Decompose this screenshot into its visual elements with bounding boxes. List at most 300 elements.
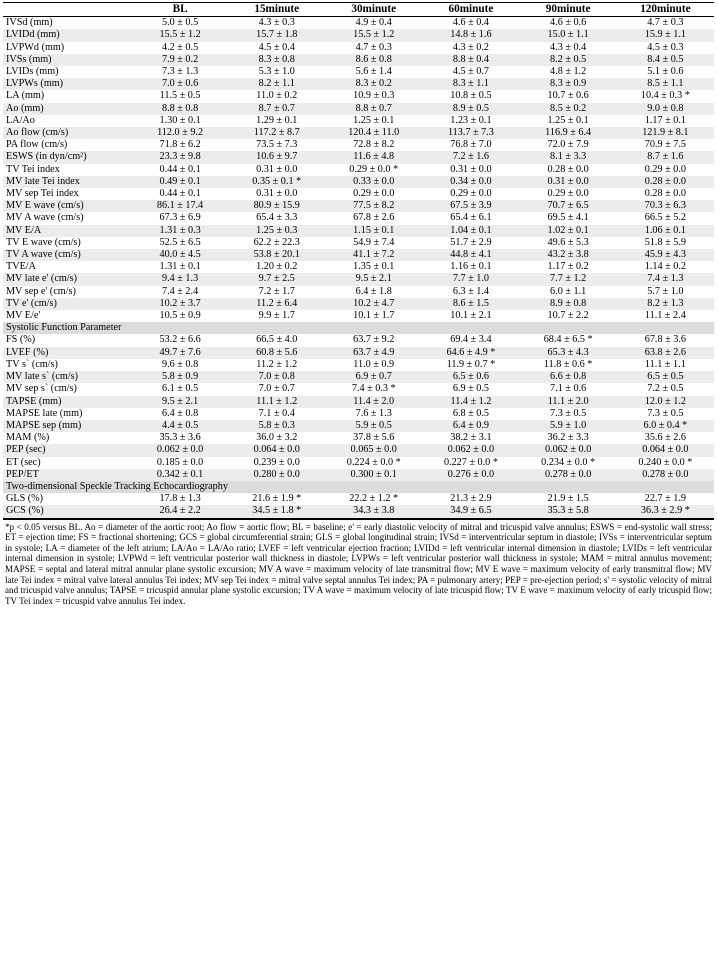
column-header-60minute: 60minute: [422, 3, 519, 17]
table-row: [3, 286, 714, 298]
cell-value: 9.6 ± 0.8: [162, 358, 199, 370]
row-label: MV sep e' (cm/s): [6, 285, 76, 297]
table-row: [3, 457, 714, 469]
row-label: LVIDd (mm): [3, 29, 132, 41]
cell-value: 9.0 ± 0.8: [617, 103, 714, 115]
cell-value: 6.6 ± 0.8: [520, 371, 617, 383]
table-section-row: [3, 322, 714, 334]
cell-value: 11.2 ± 1.2: [256, 358, 298, 370]
cell-value: 7.2 ± 1.6: [422, 151, 519, 163]
cell-value: 11.6 ± 4.8: [325, 151, 422, 163]
cell-value: 7.0 ± 0.7: [258, 383, 295, 395]
cell-value: 5.8 ± 0.3: [228, 420, 325, 432]
cell-value: 5.1 ± 0.6: [647, 66, 684, 78]
cell-value: 65.4 ± 3.3: [256, 212, 298, 224]
cell-value: 62.2 ± 22.3: [253, 236, 300, 248]
cell-value: 36.2 ± 3.3: [547, 432, 589, 444]
cell-value: 66.5 ± 4.0: [256, 334, 298, 346]
cell-value: 0.29 ± 0.0 *: [349, 163, 399, 175]
cell-value: 11.9 ± 0.7 *: [446, 358, 496, 370]
cell-value: 35.6 ± 2.6: [644, 432, 686, 444]
cell-value: 0.062 ± 0.0: [520, 444, 617, 456]
cell-value: 49.7 ± 7.6: [132, 347, 229, 359]
table-row: [3, 212, 714, 224]
cell-value: 36.3 ± 2.9 *: [617, 505, 714, 518]
cell-value: 7.1 ± 0.4: [258, 407, 295, 419]
cell-value: 0.062 ± 0.0: [422, 444, 519, 456]
cell-value: 34.5 ± 1.8 *: [228, 505, 325, 518]
cell-value: 41.1 ± 7.2: [325, 249, 422, 261]
row-label: MAM (%): [6, 432, 50, 444]
cell-value: 0.065 ± 0.0: [325, 444, 422, 456]
cell-value: 1.29 ± 0.1: [256, 114, 298, 126]
cell-value: 51.7 ± 2.9: [450, 236, 492, 248]
cell-value: 1.25 ± 0.1: [547, 114, 589, 126]
cell-value: 15.9 ± 1.1: [617, 29, 714, 41]
echocardiography-data-table: [3, 2, 714, 519]
cell-value: 70.7 ± 6.5: [520, 200, 617, 212]
cell-value: 5.9 ± 0.5: [325, 420, 422, 432]
cell-value: 63.7 ± 4.9: [325, 347, 422, 359]
table-row: [3, 261, 714, 273]
cell-value: 67.8 ± 2.6: [353, 212, 395, 224]
cell-value: 4.5 ± 0.3: [647, 41, 684, 53]
table-row: [3, 115, 714, 127]
cell-value: 120.4 ± 11.0: [325, 127, 422, 139]
table-row: [3, 249, 714, 261]
cell-value: 8.3 ± 0.2: [325, 78, 422, 90]
cell-value: 4.6 ± 0.6: [550, 17, 587, 29]
cell-value: 9.5 ± 2.1: [325, 273, 422, 285]
table-section-row: [3, 481, 714, 493]
cell-value: 8.7 ± 1.6: [617, 151, 714, 163]
column-header-30minute: 30minute: [325, 3, 422, 17]
cell-value: 68.4 ± 6.5 *: [543, 334, 593, 346]
cell-value: 49.6 ± 5.3: [547, 236, 589, 248]
cell-value: 63.8 ± 2.6: [617, 347, 714, 359]
cell-value: 0.185 ± 0.0: [156, 456, 204, 468]
table-row: [3, 334, 714, 346]
cell-value: 12.0 ± 1.2: [617, 396, 714, 408]
cell-value: 0.342 ± 0.1: [132, 469, 229, 481]
cell-value: 1.25 ± 0.3: [228, 225, 325, 237]
table-row: [3, 298, 714, 310]
cell-value: 4.3 ± 0.3: [258, 17, 295, 29]
cell-value: 1.30 ± 0.1: [159, 114, 201, 126]
row-label: TVE/A: [6, 261, 36, 273]
row-label: MV sep Tei index: [6, 188, 79, 200]
cell-value: 52.5 ± 6.5: [159, 236, 201, 248]
cell-value: 0.44 ± 0.1: [159, 188, 201, 200]
cell-value: 9.9 ± 1.7: [258, 310, 295, 322]
cell-value: 8.6 ± 1.5: [422, 298, 519, 310]
cell-value: 0.280 ± 0.0: [228, 469, 325, 481]
table-row: [3, 237, 714, 249]
table-row: [3, 444, 714, 456]
table-row: [3, 359, 714, 371]
cell-value: 70.9 ± 7.5: [644, 139, 686, 151]
table-header-row: [3, 3, 714, 17]
row-label: IVSs (mm): [3, 54, 132, 66]
cell-value: 1.17 ± 0.1: [644, 114, 686, 126]
cell-value: 11.5 ± 0.5: [159, 90, 201, 102]
table-row: [3, 151, 714, 163]
row-label: MAPSE sep (mm): [3, 420, 132, 432]
cell-value: 6.8 ± 0.5: [452, 407, 489, 419]
cell-value: 45.9 ± 4.3: [617, 249, 714, 261]
cell-value: 7.1 ± 0.6: [550, 383, 587, 395]
row-label: TV A wave (cm/s): [3, 249, 132, 261]
cell-value: 7.0 ± 0.8: [228, 371, 325, 383]
cell-value: 0.234 ± 0.0 *: [541, 456, 596, 468]
table-row: [3, 139, 714, 151]
table-row: [3, 310, 714, 322]
cell-value: 67.5 ± 3.9: [422, 200, 519, 212]
cell-value: 0.29 ± 0.0: [644, 163, 686, 175]
cell-value: 7.4 ± 2.4: [162, 285, 199, 297]
cell-value: 7.3 ± 1.3: [162, 66, 199, 78]
cell-value: 4.7 ± 0.3: [647, 17, 684, 29]
cell-value: 5.3 ± 1.0: [258, 66, 295, 78]
row-label: Ao (mm): [3, 103, 132, 115]
cell-value: 11.1 ± 1.2: [228, 396, 325, 408]
cell-value: 10.7 ± 0.6: [547, 90, 589, 102]
table-row: [3, 347, 714, 359]
table-row: [3, 396, 714, 408]
cell-value: 11.2 ± 6.4: [228, 298, 325, 310]
cell-value: 53.2 ± 6.6: [159, 334, 201, 346]
cell-value: 26.4 ± 2.2: [132, 505, 229, 518]
cell-value: 1.14 ± 0.2: [644, 261, 686, 273]
cell-value: 8.2 ± 0.5: [520, 54, 617, 66]
cell-value: 36.0 ± 3.2: [256, 432, 298, 444]
cell-value: 35.3 ± 5.8: [520, 505, 617, 518]
cell-value: 6.9 ± 0.5: [452, 383, 489, 395]
table-row: [3, 103, 714, 115]
cell-value: 8.7 ± 0.7: [228, 103, 325, 115]
cell-value: 4.3 ± 0.4: [550, 41, 587, 53]
row-label: TV e' (cm/s): [3, 298, 132, 310]
cell-value: 11.1 ± 1.1: [644, 358, 686, 370]
cell-value: 21.9 ± 1.5: [547, 493, 589, 505]
cell-value: 10.4 ± 0.3 *: [640, 90, 690, 102]
table-row: [3, 188, 714, 200]
row-label: TV Tei index: [6, 163, 60, 175]
cell-value: 15.7 ± 1.8: [228, 29, 325, 41]
cell-value: 7.9 ± 0.2: [132, 54, 229, 66]
cell-value: 7.4 ± 0.3 *: [351, 383, 396, 395]
cell-value: 0.49 ± 0.1: [132, 176, 229, 188]
row-label: MV late s` (cm/s): [3, 371, 132, 383]
cell-value: 9.5 ± 2.1: [132, 396, 229, 408]
row-label: LVPWs (mm): [3, 78, 132, 90]
cell-value: 8.9 ± 0.5: [422, 103, 519, 115]
cell-value: 6.4 ± 1.8: [355, 285, 392, 297]
row-label: TV E wave (cm/s): [6, 236, 81, 248]
row-label: LVEF (%): [3, 347, 132, 359]
cell-value: 7.7 ± 1.0: [422, 273, 519, 285]
cell-value: 34.3 ± 3.8: [325, 505, 422, 518]
cell-value: 1.06 ± 0.1: [617, 225, 714, 237]
cell-value: 4.9 ± 0.4: [355, 17, 392, 29]
cell-value: 10.2 ± 4.7: [325, 298, 422, 310]
cell-value: 9.7 ± 2.5: [228, 273, 325, 285]
cell-value: 35.3 ± 3.6: [159, 432, 201, 444]
cell-value: 65.3 ± 4.3: [520, 347, 617, 359]
table-row: [3, 493, 714, 505]
cell-value: 44.8 ± 4.1: [422, 249, 519, 261]
table-row: [3, 225, 714, 237]
cell-value: 38.2 ± 3.1: [450, 432, 492, 444]
cell-value: 6.3 ± 1.4: [452, 285, 489, 297]
cell-value: 1.16 ± 0.1: [450, 261, 492, 273]
row-label: GLS (%): [6, 493, 44, 505]
section-title: Two-dimensional Speckle Tracking Echocardiography: [3, 481, 714, 493]
cell-value: 8.3 ± 0.8: [228, 54, 325, 66]
cell-value: 0.278 ± 0.0: [617, 469, 714, 481]
table-row: [3, 408, 714, 420]
cell-value: 51.8 ± 5.9: [644, 236, 686, 248]
table-row: [3, 200, 714, 212]
cell-value: 6.5 ± 0.6: [422, 371, 519, 383]
cell-value: 10.2 ± 3.7: [132, 298, 229, 310]
cell-value: 0.29 ± 0.0: [547, 188, 589, 200]
cell-value: 0.240 ± 0.0 *: [638, 456, 693, 468]
cell-value: 0.300 ± 0.1: [325, 469, 422, 481]
cell-value: 0.278 ± 0.0: [520, 469, 617, 481]
cell-value: 117.2 ± 8.7: [228, 127, 325, 139]
row-label: MV A wave (cm/s): [6, 212, 84, 224]
cell-value: 10.1 ± 2.1: [450, 310, 492, 322]
cell-value: 7.2 ± 0.5: [647, 383, 684, 395]
cell-value: 4.4 ± 0.5: [132, 420, 229, 432]
cell-value: 5.6 ± 1.4: [355, 66, 392, 78]
table-row: [3, 505, 714, 518]
cell-value: 8.3 ± 1.1: [422, 78, 519, 90]
cell-value: 10.6 ± 9.7: [228, 151, 325, 163]
cell-value: 60.8 ± 5.6: [228, 347, 325, 359]
cell-value: 23.3 ± 9.8: [132, 151, 229, 163]
table-body: [3, 17, 714, 518]
row-label: LVIDs (mm): [6, 66, 59, 78]
cell-value: 8.8 ± 0.8: [132, 103, 229, 115]
cell-value: 112.0 ± 9.2: [132, 127, 229, 139]
cell-value: 15.5 ± 1.2: [132, 29, 229, 41]
cell-value: 37.8 ± 5.6: [353, 432, 395, 444]
table-row: [3, 176, 714, 188]
row-label: LVPWd (mm): [6, 41, 65, 53]
cell-value: 7.3 ± 0.5: [647, 407, 684, 419]
cell-value: 1.02 ± 0.1: [520, 225, 617, 237]
cell-value: 1.31 ± 0.3: [132, 225, 229, 237]
cell-value: 64.6 ± 4.9 *: [422, 347, 519, 359]
cell-value: 1.23 ± 0.1: [450, 114, 492, 126]
cell-value: 0.239 ± 0.0: [253, 456, 300, 468]
cell-value: 77.5 ± 8.2: [325, 200, 422, 212]
cell-value: 121.9 ± 8.1: [617, 127, 714, 139]
cell-value: 11.1 ± 2.0: [520, 396, 617, 408]
cell-value: 69.4 ± 3.4: [450, 334, 492, 346]
table-row: [3, 383, 714, 395]
cell-value: 6.0 ± 1.1: [550, 285, 587, 297]
cell-value: 4.8 ± 1.2: [550, 66, 587, 78]
cell-value: 34.9 ± 6.5: [422, 505, 519, 518]
row-label: LA (mm): [6, 90, 45, 102]
cell-value: 7.4 ± 1.3: [617, 273, 714, 285]
row-label: TV s` (cm/s): [6, 358, 58, 370]
cell-value: 0.29 ± 0.0: [353, 188, 395, 200]
cell-value: 70.3 ± 6.3: [617, 200, 714, 212]
cell-value: 10.5 ± 0.9: [159, 310, 201, 322]
table-row: [3, 432, 714, 444]
cell-value: 11.0 ± 0.9: [353, 358, 395, 370]
column-header-15minute: 15minute: [228, 3, 325, 17]
cell-value: 11.1 ± 2.4: [644, 310, 686, 322]
row-label: ESWS (in dyn/cm²): [3, 151, 132, 163]
cell-value: 1.31 ± 0.1: [159, 261, 201, 273]
cell-value: 8.8 ± 0.4: [422, 54, 519, 66]
table-footnote: *p < 0.05 versus BL. Ao = diameter of the aortic root; Ao flow = aortic flow; BL = baseline; e' = early diastolic velocity of mitral and tricuspid valve annulus; ESWS = end-systolic wall stress; ET = ejection time; FS = fractional shortening; GCS = global circumferential strain; GLS = global longitudinal strain; IVSd = interventricular septum in diastole; IVSs = interventricular septum in systole; LA = diameter of the left atrium; LA/Ao = LA/Ao ratio; LVEF = left ventricular ejection fraction; LVIDd = left ventricular internal dimension in diastole; LVIDs = left ventricular internal dimension in systole; LVPWd = left ventricular posterior wall thickness in diastole; LVPWs = left ventricular posterior wall thickness in systole; MAM = mitral annulus movement; MAPSE = septal and lateral mitral annular plane systolic excursion; MV A wave = maximum velocity of late transmitral flow; MV E wave = maximum velocity of early transmitral flow; MV late Tei index = mitral valve lateral annulus Tei index; MV sep Tei index = mitral valve septal annulus Tei index; PA = pulmonary artery; PEP = pre-ejection period; s' = systolic velocity of mitral and tricuspid valve annulus; TAPSE = tricuspid annular plane systolic excursion; TV A wave = maximum velocity of late tricuspid flow; TV E wave = maximum velocity of early tricuspid flow; TV Tei index = tricuspid valve annulus Tei index.: [3, 519, 714, 611]
cell-value: 76.8 ± 7.0: [450, 139, 492, 151]
cell-value: 0.062 ± 0.0: [132, 444, 229, 456]
cell-value: 43.2 ± 3.8: [520, 249, 617, 261]
cell-value: 5.9 ± 1.0: [520, 420, 617, 432]
cell-value: 0.28 ± 0.0: [547, 163, 589, 175]
cell-value: 7.0 ± 0.6: [132, 78, 229, 90]
cell-value: 7.7 ± 1.2: [520, 273, 617, 285]
cell-value: 8.3 ± 0.9: [520, 78, 617, 90]
cell-value: 0.28 ± 0.0: [617, 176, 714, 188]
column-header-120minute: 120minute: [617, 3, 714, 17]
table-row: [3, 54, 714, 66]
cell-value: 11.0 ± 0.2: [256, 90, 298, 102]
table-row: [3, 371, 714, 383]
cell-value: 6.4 ± 0.9: [422, 420, 519, 432]
cell-value: 6.5 ± 0.5: [617, 371, 714, 383]
cell-value: 0.44 ± 0.1: [159, 163, 201, 175]
row-label: ET (sec): [6, 456, 41, 468]
cell-value: 11.4 ± 1.2: [422, 396, 519, 408]
cell-value: 8.2 ± 1.1: [228, 78, 325, 90]
cell-value: 10.9 ± 0.3: [353, 90, 395, 102]
cell-value: 22.2 ± 1.2 *: [349, 493, 399, 505]
cell-value: 1.35 ± 0.1: [353, 261, 395, 273]
cell-value: 4.5 ± 0.4: [258, 41, 295, 53]
cell-value: 5.8 ± 0.9: [132, 371, 229, 383]
cell-value: 0.31 ± 0.0: [256, 188, 298, 200]
cell-value: 65.4 ± 6.1: [450, 212, 492, 224]
cell-value: 7.2 ± 1.7: [258, 285, 295, 297]
cell-value: 7.3 ± 0.5: [550, 407, 587, 419]
cell-value: 8.5 ± 0.2: [520, 103, 617, 115]
cell-value: 0.064 ± 0.0: [617, 444, 714, 456]
cell-value: 15.0 ± 1.1: [520, 29, 617, 41]
cell-value: 86.1 ± 17.4: [132, 200, 229, 212]
cell-value: 8.5 ± 1.1: [617, 78, 714, 90]
table-row: [3, 42, 714, 54]
cell-value: 21.3 ± 2.9: [450, 493, 492, 505]
cell-value: 8.2 ± 1.3: [617, 298, 714, 310]
row-label: IVSd (mm): [6, 17, 53, 29]
cell-value: 0.276 ± 0.0: [422, 469, 519, 481]
cell-value: 72.8 ± 8.2: [353, 139, 395, 151]
row-label: MV late Tei index: [3, 176, 132, 188]
cell-value: 1.17 ± 0.2: [547, 261, 589, 273]
cell-value: 8.4 ± 0.5: [617, 54, 714, 66]
cell-value: 72.0 ± 7.9: [547, 139, 589, 151]
cell-value: 11.8 ± 0.6 *: [543, 358, 593, 370]
cell-value: 22.7 ± 1.9: [644, 493, 686, 505]
cell-value: 66.5 ± 5.2: [644, 212, 686, 224]
cell-value: 53.8 ± 20.1: [228, 249, 325, 261]
row-label: MAPSE late (mm): [6, 407, 83, 419]
cell-value: 14.8 ± 1.6: [422, 29, 519, 41]
cell-value: 4.6 ± 0.4: [452, 17, 489, 29]
cell-value: 9.4 ± 1.3: [132, 273, 229, 285]
cell-value: 6.1 ± 0.5: [162, 383, 199, 395]
cell-value: 0.33 ± 0.0: [325, 176, 422, 188]
column-header-parameter: [3, 3, 132, 17]
cell-value: 11.4 ± 2.0: [325, 396, 422, 408]
cell-value: 67.8 ± 3.6: [644, 334, 686, 346]
cell-value: 63.7 ± 9.2: [353, 334, 395, 346]
cell-value: 4.3 ± 0.2: [452, 41, 489, 53]
table-row: [3, 420, 714, 432]
cell-value: 1.04 ± 0.1: [422, 225, 519, 237]
column-header-90minute: 90minute: [520, 3, 617, 17]
table-row: [3, 90, 714, 102]
column-header-bl: BL: [132, 3, 229, 17]
cell-value: 8.1 ± 3.3: [520, 151, 617, 163]
cell-value: 6.4 ± 0.8: [162, 407, 199, 419]
table-header: [3, 3, 714, 17]
cell-value: 8.8 ± 0.7: [325, 103, 422, 115]
cell-value: 54.9 ± 7.4: [353, 236, 395, 248]
cell-value: 0.064 ± 0.0: [228, 444, 325, 456]
row-label: TAPSE (mm): [3, 396, 132, 408]
row-label: MV sep s` (cm/s): [6, 383, 77, 395]
cell-value: 4.2 ± 0.5: [162, 41, 199, 53]
table-row: [3, 17, 714, 30]
table-row: [3, 29, 714, 41]
cell-value: 1.25 ± 0.1: [353, 114, 395, 126]
cell-value: 73.5 ± 7.3: [256, 139, 298, 151]
table-row: [3, 469, 714, 481]
cell-value: 4.7 ± 0.3: [355, 41, 392, 53]
cell-value: 15.5 ± 1.2: [325, 29, 422, 41]
table-row: [3, 127, 714, 139]
table-row: [3, 273, 714, 285]
cell-value: 10.7 ± 2.2: [547, 310, 589, 322]
cell-value: 0.227 ± 0.0 *: [443, 456, 498, 468]
cell-value: 6.0 ± 0.4 *: [617, 420, 714, 432]
row-label: PEP (sec): [3, 444, 132, 456]
cell-value: 4.5 ± 0.7: [452, 66, 489, 78]
row-label: Ao flow (cm/s): [3, 127, 132, 139]
row-label: MV late e' (cm/s): [3, 273, 132, 285]
cell-value: 80.9 ± 15.9: [228, 200, 325, 212]
cell-value: 0.31 ± 0.0: [520, 176, 617, 188]
cell-value: 67.3 ± 6.9: [159, 212, 201, 224]
cell-value: 71.8 ± 6.2: [159, 139, 201, 151]
cell-value: 1.15 ± 0.1: [325, 225, 422, 237]
section-title: Systolic Function Parameter: [3, 322, 714, 334]
cell-value: 0.224 ± 0.0 *: [346, 456, 401, 468]
cell-value: 116.9 ± 6.4: [520, 127, 617, 139]
cell-value: 8.6 ± 0.8: [325, 54, 422, 66]
table-row: [3, 66, 714, 78]
cell-value: 8.9 ± 0.8: [520, 298, 617, 310]
